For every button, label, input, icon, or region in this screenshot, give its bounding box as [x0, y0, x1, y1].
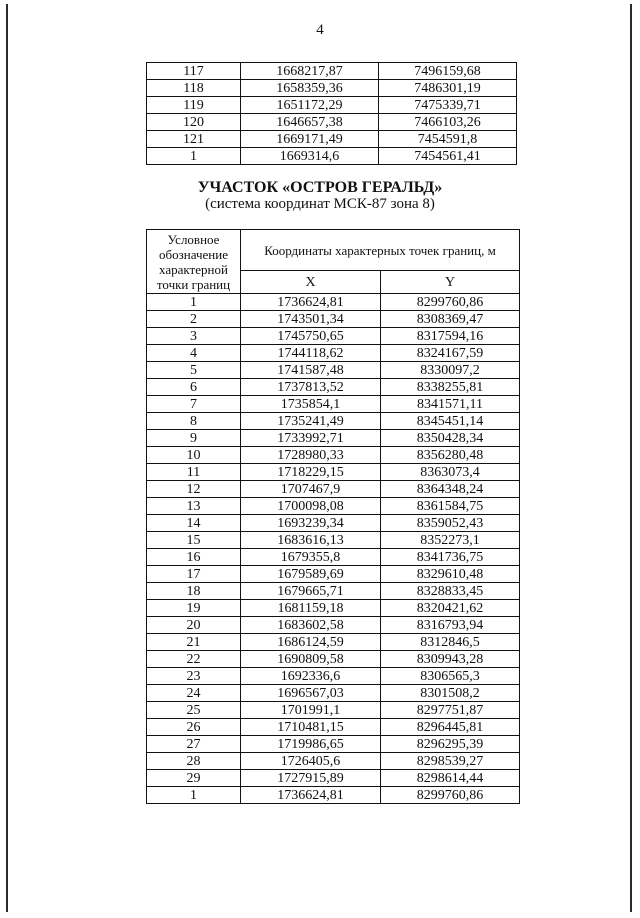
- x-coordinate-cell: 1735241,49: [241, 413, 381, 430]
- y-coordinate-cell: 8363073,4: [381, 464, 520, 481]
- x-coordinate-cell: 1719986,65: [241, 736, 381, 753]
- x-coordinate-cell: 1651172,29: [241, 97, 379, 114]
- point-number-cell: 29: [147, 770, 241, 787]
- table-row: [147, 583, 520, 600]
- y-coordinate-cell: 8298614,44: [381, 770, 520, 787]
- point-number-cell: 25: [147, 702, 241, 719]
- x-coordinate-cell: 1737813,52: [241, 379, 381, 396]
- x-coordinate-cell: 1683602,58: [241, 617, 381, 634]
- point-number-cell: 17: [147, 566, 241, 583]
- y-coordinate-cell: 8296295,39: [381, 736, 520, 753]
- table-row: [147, 362, 520, 379]
- x-coordinate-cell: 1679589,69: [241, 566, 381, 583]
- y-coordinate-cell: 8317594,16: [381, 328, 520, 345]
- table-row: [147, 515, 520, 532]
- y-coordinate-cell: 8320421,62: [381, 600, 520, 617]
- header-point-designation: Условное обозначение характерной точки границ: [147, 230, 241, 294]
- x-coordinate-cell: 1658359,36: [241, 80, 379, 97]
- x-coordinate-cell: 1683616,13: [241, 532, 381, 549]
- y-coordinate-cell: 8328833,45: [381, 583, 520, 600]
- section-title: УЧАСТОК «ОСТРОВ ГЕРАЛЬД»: [197, 179, 443, 196]
- header-coordinates: Координаты характерных точек границ, м: [241, 230, 520, 271]
- table-row: [147, 634, 520, 651]
- table-row: [147, 379, 520, 396]
- table-row: [147, 753, 520, 770]
- table-row: [147, 311, 520, 328]
- table-row: [147, 668, 520, 685]
- point-number-cell: 21: [147, 634, 241, 651]
- x-coordinate-cell: 1679665,71: [241, 583, 381, 600]
- table-row: [147, 345, 520, 362]
- x-coordinate-cell: 1736624,81: [241, 294, 381, 311]
- point-number-cell: 8: [147, 413, 241, 430]
- y-coordinate-cell: 8359052,43: [381, 515, 520, 532]
- y-coordinate-cell: 8330097,2: [381, 362, 520, 379]
- x-coordinate-cell: 1690809,58: [241, 651, 381, 668]
- y-coordinate-cell: 7496159,68: [379, 63, 517, 80]
- table-row: [147, 328, 520, 345]
- point-number-cell: 27: [147, 736, 241, 753]
- point-number-cell: 120: [147, 114, 241, 131]
- table-row: [147, 532, 520, 549]
- x-coordinate-cell: 1679355,8: [241, 549, 381, 566]
- table-row: [147, 80, 517, 97]
- y-coordinate-cell: 8364348,24: [381, 481, 520, 498]
- point-number-cell: 119: [147, 97, 241, 114]
- y-coordinate-cell: 8338255,81: [381, 379, 520, 396]
- table-row: [147, 719, 520, 736]
- point-number-cell: 118: [147, 80, 241, 97]
- x-coordinate-cell: 1693239,34: [241, 515, 381, 532]
- header-y: Y: [381, 271, 520, 294]
- table-row: [147, 430, 520, 447]
- x-coordinate-cell: 1735854,1: [241, 396, 381, 413]
- table-row: [147, 148, 517, 165]
- y-coordinate-cell: 8297751,87: [381, 702, 520, 719]
- y-coordinate-cell: 7466103,26: [379, 114, 517, 131]
- point-number-cell: 3: [147, 328, 241, 345]
- x-coordinate-cell: 1718229,15: [241, 464, 381, 481]
- y-coordinate-cell: 8306565,3: [381, 668, 520, 685]
- table-row: [147, 736, 520, 753]
- x-coordinate-cell: 1701991,1: [241, 702, 381, 719]
- x-coordinate-cell: 1700098,08: [241, 498, 381, 515]
- y-coordinate-cell: 8361584,75: [381, 498, 520, 515]
- x-coordinate-cell: 1669314,6: [241, 148, 379, 165]
- point-number-cell: 16: [147, 549, 241, 566]
- table-row: [147, 464, 520, 481]
- point-number-cell: 23: [147, 668, 241, 685]
- x-coordinate-cell: 1743501,34: [241, 311, 381, 328]
- y-coordinate-cell: 8329610,48: [381, 566, 520, 583]
- point-number-cell: 121: [147, 131, 241, 148]
- y-coordinate-cell: 8316793,94: [381, 617, 520, 634]
- point-number-cell: 1: [147, 787, 241, 804]
- y-coordinate-cell: 8324167,59: [381, 345, 520, 362]
- section-subtitle: (система координат МСК-87 зона 8): [205, 196, 435, 212]
- y-coordinate-cell: 8356280,48: [381, 447, 520, 464]
- y-coordinate-cell: 8345451,14: [381, 413, 520, 430]
- x-coordinate-cell: 1696567,03: [241, 685, 381, 702]
- point-number-cell: 1: [147, 294, 241, 311]
- point-number-cell: 20: [147, 617, 241, 634]
- y-coordinate-cell: 8299760,86: [381, 787, 520, 804]
- y-coordinate-cell: 8312846,5: [381, 634, 520, 651]
- point-number-cell: 2: [147, 311, 241, 328]
- x-coordinate-cell: 1727915,89: [241, 770, 381, 787]
- x-coordinate-cell: 1745750,65: [241, 328, 381, 345]
- table-row: [147, 131, 517, 148]
- header-x: X: [241, 271, 381, 294]
- x-coordinate-cell: 1736624,81: [241, 787, 381, 804]
- table-row: [147, 396, 520, 413]
- point-number-cell: 19: [147, 600, 241, 617]
- y-coordinate-cell: 8308369,47: [381, 311, 520, 328]
- y-coordinate-cell: 8296445,81: [381, 719, 520, 736]
- table-row: [147, 447, 520, 464]
- x-coordinate-cell: 1686124,59: [241, 634, 381, 651]
- y-coordinate-cell: 8301508,2: [381, 685, 520, 702]
- continued-coordinates-table: [146, 62, 517, 165]
- table-row: [147, 787, 520, 804]
- y-coordinate-cell: 8299760,86: [381, 294, 520, 311]
- x-coordinate-cell: 1681159,18: [241, 600, 381, 617]
- point-number-cell: 6: [147, 379, 241, 396]
- point-number-cell: 18: [147, 583, 241, 600]
- table-row: [147, 97, 517, 114]
- x-coordinate-cell: 1741587,48: [241, 362, 381, 379]
- y-coordinate-cell: 7486301,19: [379, 80, 517, 97]
- x-coordinate-cell: 1710481,15: [241, 719, 381, 736]
- point-number-cell: 11: [147, 464, 241, 481]
- point-number-cell: 13: [147, 498, 241, 515]
- x-coordinate-cell: 1669171,49: [241, 131, 379, 148]
- table-row: [147, 617, 520, 634]
- y-coordinate-cell: 8309943,28: [381, 651, 520, 668]
- y-coordinate-cell: 8298539,27: [381, 753, 520, 770]
- y-coordinate-cell: 7454591,8: [379, 131, 517, 148]
- y-coordinate-cell: 7475339,71: [379, 97, 517, 114]
- point-number-cell: 14: [147, 515, 241, 532]
- point-number-cell: 26: [147, 719, 241, 736]
- table-row: [147, 481, 520, 498]
- table-row: [147, 770, 520, 787]
- table-row: [147, 600, 520, 617]
- table-row: [147, 63, 517, 80]
- point-number-cell: 22: [147, 651, 241, 668]
- coordinates-table: [146, 229, 520, 804]
- table-row: [147, 566, 520, 583]
- y-coordinate-cell: 8352273,1: [381, 532, 520, 549]
- x-coordinate-cell: 1692336,6: [241, 668, 381, 685]
- y-coordinate-cell: 8350428,34: [381, 430, 520, 447]
- x-coordinate-cell: 1744118,62: [241, 345, 381, 362]
- table-row: [147, 498, 520, 515]
- page-number: 4: [316, 22, 324, 38]
- x-coordinate-cell: 1668217,87: [241, 63, 379, 80]
- x-coordinate-cell: 1726405,6: [241, 753, 381, 770]
- point-number-cell: 12: [147, 481, 241, 498]
- y-coordinate-cell: 8341736,75: [381, 549, 520, 566]
- point-number-cell: 4: [147, 345, 241, 362]
- table-row: [147, 114, 517, 131]
- point-number-cell: 5: [147, 362, 241, 379]
- point-number-cell: 9: [147, 430, 241, 447]
- point-number-cell: 7: [147, 396, 241, 413]
- table-row: [147, 651, 520, 668]
- point-number-cell: 10: [147, 447, 241, 464]
- point-number-cell: 15: [147, 532, 241, 549]
- x-coordinate-cell: 1707467,9: [241, 481, 381, 498]
- table-row: [147, 685, 520, 702]
- x-coordinate-cell: 1728980,33: [241, 447, 381, 464]
- y-coordinate-cell: 8341571,11: [381, 396, 520, 413]
- x-coordinate-cell: 1733992,71: [241, 430, 381, 447]
- point-number-cell: 28: [147, 753, 241, 770]
- table-row: [147, 549, 520, 566]
- point-number-cell: 117: [147, 63, 241, 80]
- x-coordinate-cell: 1646657,38: [241, 114, 379, 131]
- point-number-cell: 24: [147, 685, 241, 702]
- table-row: [147, 413, 520, 430]
- table-row: [147, 294, 520, 311]
- y-coordinate-cell: 7454561,41: [379, 148, 517, 165]
- point-number-cell: 1: [147, 148, 241, 165]
- table-row: [147, 702, 520, 719]
